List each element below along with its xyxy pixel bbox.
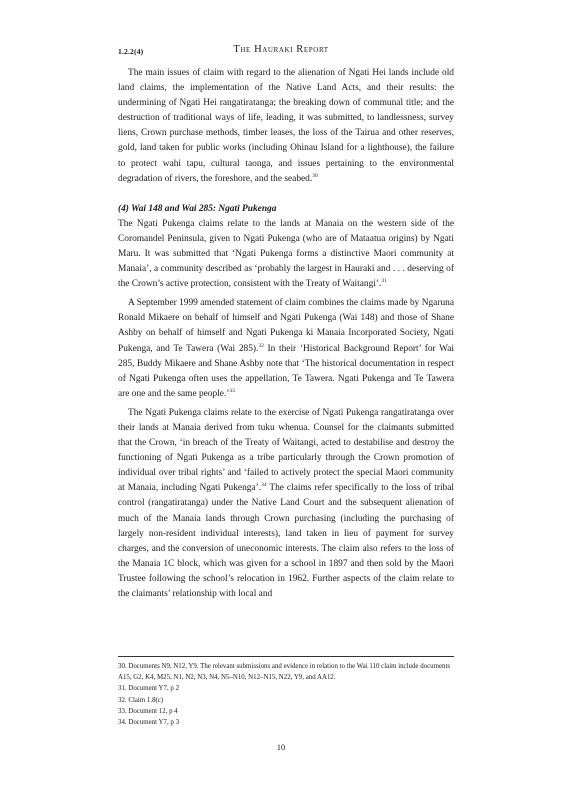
footnote-ref-31: 31 xyxy=(381,278,387,285)
footnote-text: Document Y7, p 3 xyxy=(128,719,180,727)
footnote-ref-34: 34 xyxy=(261,482,267,489)
footnote-31 xyxy=(118,683,454,694)
footnote-number: 34. xyxy=(118,719,127,727)
paragraph-1-text: The main issues of claim with regard to the alienation of Ngati Hei lands include old land claims, the implementation of the Native Land Acts, and their results: the undermining of Ngati Hei rangatiratanga; the breaking down of communal title; and the destruction of traditional ways of life, leading, it was submitted, to landlessness, survey liens, Crown purchase methods, timber leases, the loss of the Tairua and other reserves, gold, land taken for public works (including Ohinau Island for a lighthouse), the failure to protect wahi tapu, cultural taonga, and issues pertaining to the environmental degradation of rivers, the foreshore, and the seabed. xyxy=(118,68,454,184)
footnote-number: 31. xyxy=(118,685,127,693)
footnote-number: 33. xyxy=(118,707,127,715)
footnote-ref-30: 30 xyxy=(312,172,318,179)
footnote-text: Document Y7, p 2 xyxy=(128,685,180,693)
paragraph-3-text-b: In their ‘Historical Background Report’ for Wai 285, Buddy Mikaere and Shane Ashby note that ‘The historical documentation in respect of Ngati Pukenga often uses the appellation, Te Tawera. Ngati Pukenga and Te Tawera are one and the same people.’ xyxy=(118,343,454,399)
footnote-33 xyxy=(118,706,454,717)
footnote-divider xyxy=(118,656,454,657)
footnotes xyxy=(118,661,454,728)
footnote-text: Documents N9, N12, Y9. The relevant submissions and evidence in relation to the Wai 110 claim include documents A15, G2, K4, M25, N1, N2, N3, N4, N5–N10, N12–N15, N22, Y9, and AA12. xyxy=(118,663,451,682)
footnote-ref-33: 33 xyxy=(229,387,235,394)
paragraph-1 xyxy=(118,66,454,187)
section-reference: 1.2.2(4) xyxy=(118,47,144,56)
paragraph-2-text: The Ngati Pukenga claims relate to the lands at Manaia on the western side of the Coromandel Peninsula, given to Ngati Pukenga (who are of Mataatua origins) by Ngati Maru. It was submitted that ‘Ngati Pukenga forms a distinctive Maori community at Manaia’, a community described as ‘probably the largest in Hauraki and . . . deserving of the Crown’s active protection, consistent with the Treaty of Waitangi’. xyxy=(118,218,454,290)
paragraph-3 xyxy=(118,296,454,402)
section-subheading: (4) Wai 148 and Wai 285: Ngati Pukenga xyxy=(118,203,277,214)
paragraph-4-text-a: The Ngati Pukenga claims relate to the exercise of Ngati Pukenga rangatiratanga over their lands at Manaia derived from tuku whenua. Counsel for the claimants submitted that the Crown, ‘in breach of the Treaty of Waitangi, acted to destabilise and destroy the functioning of Ngati Pukenga as a tribe particularly through the Crown promotion of individual over tribal rights’ and ‘failed to actively protect the special Maori community at Manaia, including Ngati Pukenga’. xyxy=(118,407,454,494)
page-number: 10 xyxy=(276,742,286,752)
footnote-32 xyxy=(118,695,454,706)
paragraph-2 xyxy=(118,217,454,292)
footnote-text: Claim 1.8(c) xyxy=(128,696,164,704)
footnote-34 xyxy=(118,717,454,728)
footnote-number: 32. xyxy=(118,696,127,704)
footnote-30 xyxy=(118,661,454,683)
footnote-ref-32: 32 xyxy=(258,342,264,349)
footnote-text: Document 12, p 4 xyxy=(128,707,178,715)
paragraph-4 xyxy=(118,406,454,602)
running-head xyxy=(0,44,562,55)
running-head-title: The Hauraki Report xyxy=(233,44,329,55)
body-text xyxy=(118,66,454,602)
paragraph-3-text-a: A September 1999 amended statement of claim combines the claims made by Ngaruna Ronald Mikaere on behalf of himself and Ngati Pukenga (Wai 148) and those of Shane Ashby on behalf of himself and Ngati Pukenga ki Manaia Incorporated Society, Ngati Pukenga, and Te Tawera (Wai 285). xyxy=(118,298,454,354)
footnote-number: 30. xyxy=(118,663,127,670)
paragraph-4-text-b: The claims refer specifically to the loss of tribal control (rangatiratanga) under the Native Land Court and the subsequent alienation of much of the Manaia lands through Crown purchasing (including the purchasing of largely non-resident individual interests), land taken in lieu of payment for survey charges, and the conversion of uneconomic interests. The claim also refers to the loss of the Manaia 1C block, which was given for a school in 1897 and then sold by the Maori Trustee following the school’s relocation in 1962. Further aspects of the claim relate to the claimants’ relationship with local and xyxy=(118,483,455,599)
